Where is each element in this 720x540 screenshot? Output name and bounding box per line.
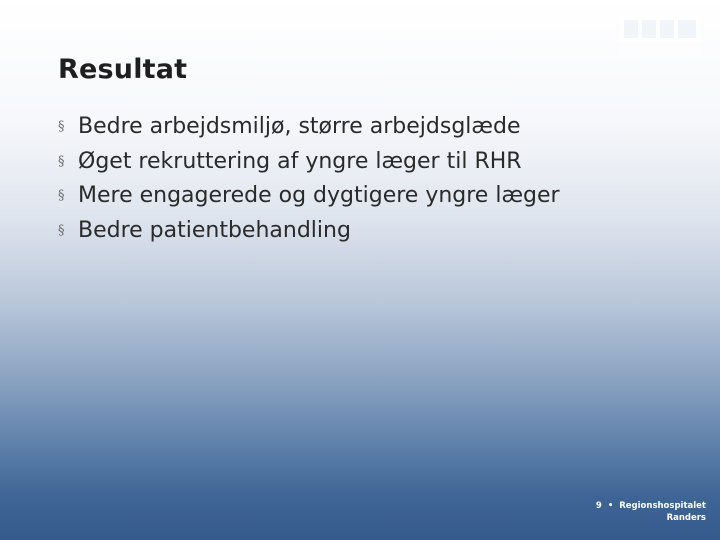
- bullet-marker: §: [58, 119, 65, 134]
- bullet-item: [58, 183, 560, 218]
- bullet-list: [58, 114, 560, 252]
- bullet-marker: §: [58, 153, 65, 169]
- bullet-marker: §: [58, 222, 65, 238]
- org-name-line1: Regionshospitalet: [619, 501, 706, 511]
- bullet-item: [58, 149, 560, 184]
- bullet-marker: §: [58, 188, 65, 203]
- bullet-item: [58, 114, 560, 149]
- bullet-text: Mere engagerede og dygtigere yngre læger: [78, 183, 560, 208]
- bullet-text: Øget rekruttering af yngre læger til RHR: [78, 148, 522, 174]
- slide-footer: [596, 500, 706, 524]
- page-number: 9: [595, 501, 602, 511]
- bullet-text: Bedre arbejdsmiljø, større arbejdsglæde: [78, 114, 521, 139]
- bullet-item: [58, 218, 560, 253]
- hospital-logo-icon: [614, 14, 706, 58]
- org-name-line2: Randers: [666, 513, 706, 523]
- footer-line-1: [596, 500, 706, 512]
- slide-title: Resultat: [58, 54, 188, 85]
- bullet-text: Bedre patientbehandling: [78, 217, 351, 243]
- footer-separator: •: [607, 501, 614, 511]
